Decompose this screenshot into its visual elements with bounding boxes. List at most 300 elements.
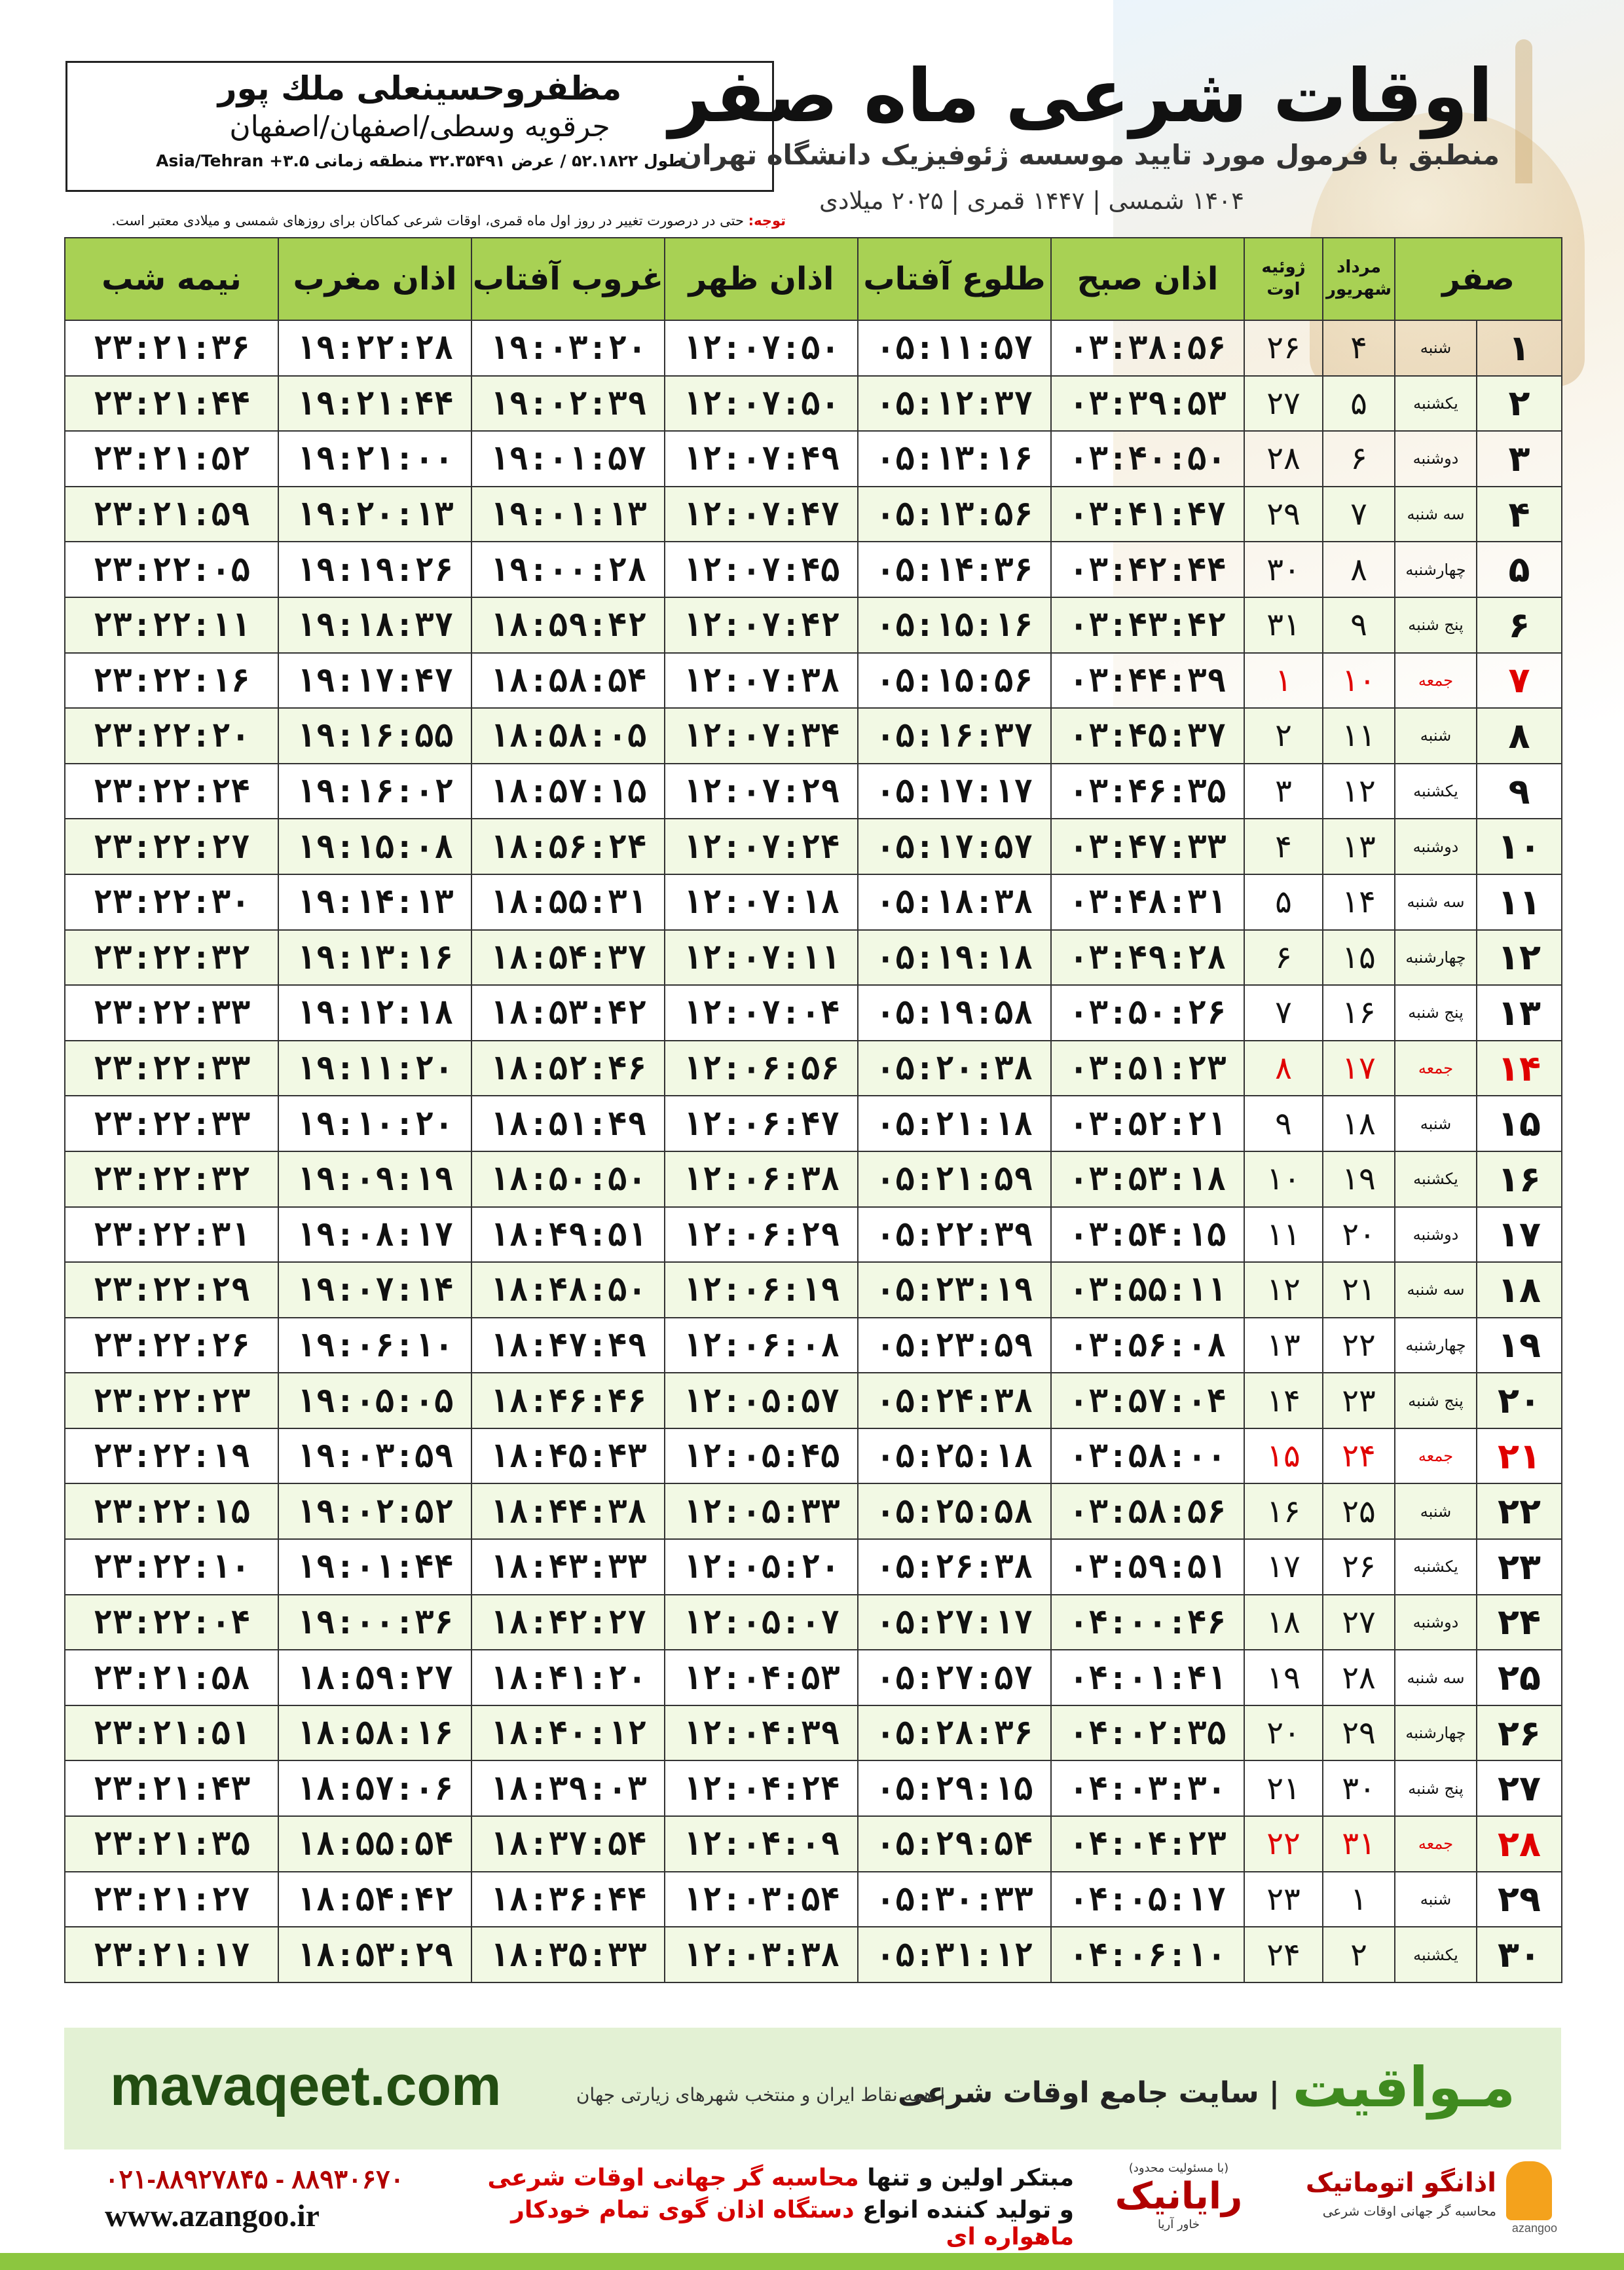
table-row — [65, 1816, 1562, 1872]
miladi-day: ۲۸ — [1244, 431, 1323, 487]
shamsi-day: ۲۱ — [1323, 1262, 1395, 1318]
weekday: چهارشنبه — [1395, 1318, 1477, 1373]
footer-phones: ۰۲۱-۸۸۹۲۷۸۴۵ - ۸۸۹۳۰۶۷۰ — [105, 2165, 405, 2194]
maghrib-time: ۱۹:۱۳:۱۶ — [278, 930, 471, 986]
miladi-day: ۲۲ — [1244, 1816, 1323, 1872]
sunrise-time: ۰۵:۱۹:۱۸ — [858, 930, 1051, 986]
header-sunset: غروب آفتاب — [471, 238, 665, 320]
sunset-time: ۱۸:۳۷:۵۴ — [471, 1816, 665, 1872]
hijri-day: ۲۳ — [1477, 1539, 1562, 1595]
weekday: شنبه — [1395, 1483, 1477, 1539]
hijri-day: ۱۸ — [1477, 1262, 1562, 1318]
shamsi-day: ۱۶ — [1323, 985, 1395, 1041]
miladi-day: ۸ — [1244, 1041, 1323, 1096]
sunrise-time: ۰۵:۲۹:۱۵ — [858, 1760, 1051, 1816]
sunset-time: ۱۸:۴۶:۴۶ — [471, 1373, 665, 1428]
sunrise-time: ۰۵:۲۸:۳۶ — [858, 1705, 1051, 1761]
maghrib-time: ۱۹:۱۶:۰۲ — [278, 764, 471, 819]
shamsi-day: ۲۸ — [1323, 1650, 1395, 1705]
maghrib-time: ۱۸:۵۸:۱۶ — [278, 1705, 471, 1761]
maghrib-time: ۱۹:۰۹:۱۹ — [278, 1151, 471, 1207]
table-row — [65, 1373, 1562, 1428]
shamsi-day: ۲۴ — [1323, 1428, 1395, 1484]
banner-tagline: | سایت جامع اوقات شرعی — [898, 2076, 1280, 2110]
weekday: چهارشنبه — [1395, 1705, 1477, 1761]
coordinates: طول ۵۲.۱۸۲۲ / عرض ۳۲.۳۵۴۹۱ منطقه زمانی Asia/Tehran +۳.۵ — [156, 151, 684, 170]
maghrib-time: ۱۹:۰۱:۴۴ — [278, 1539, 471, 1595]
table-row — [65, 930, 1562, 986]
shamsi-day: ۲۶ — [1323, 1539, 1395, 1595]
table-row — [65, 1650, 1562, 1705]
address-box — [65, 61, 774, 192]
sunrise-time: ۰۵:۱۵:۵۶ — [858, 653, 1051, 709]
shamsi-day: ۲۳ — [1323, 1373, 1395, 1428]
midnight-time: ۲۳:۲۱:۲۷ — [65, 1872, 278, 1927]
maghrib-time: ۱۹:۰۲:۵۲ — [278, 1483, 471, 1539]
sunrise-time: ۰۵:۲۳:۱۹ — [858, 1262, 1051, 1318]
fajr-time: ۰۳:۵۰:۲۶ — [1051, 985, 1244, 1041]
miladi-day: ۲۹ — [1244, 487, 1323, 542]
sunrise-time: ۰۵:۱۷:۱۷ — [858, 764, 1051, 819]
table-row — [65, 1041, 1562, 1096]
table-row — [65, 708, 1562, 764]
sunset-time: ۱۸:۴۸:۵۰ — [471, 1262, 665, 1318]
sunrise-time: ۰۵:۳۱:۱۲ — [858, 1927, 1051, 1982]
table-row — [65, 764, 1562, 819]
fajr-time: ۰۳:۳۸:۵۶ — [1051, 320, 1244, 376]
dhuhr-time: ۱۲:۰۴:۵۳ — [665, 1650, 858, 1705]
midnight-time: ۲۳:۲۱:۳۵ — [65, 1816, 278, 1872]
midnight-time: ۲۳:۲۲:۳۰ — [65, 874, 278, 930]
hijri-day: ۱۱ — [1477, 874, 1562, 930]
miladi-day: ۲۶ — [1244, 320, 1323, 376]
sunset-time: ۱۸:۵۵:۳۱ — [471, 874, 665, 930]
fajr-time: ۰۳:۵۸:۵۶ — [1051, 1483, 1244, 1539]
banner-url[interactable]: mavaqeet.com — [110, 2055, 502, 2117]
fajr-time: ۰۳:۴۲:۴۴ — [1051, 542, 1244, 597]
midnight-time: ۲۳:۲۲:۲۶ — [65, 1318, 278, 1373]
footer-line-2 — [485, 2197, 1074, 2250]
fajr-time: ۰۳:۴۳:۴۲ — [1051, 597, 1244, 653]
miladi-day: ۱ — [1244, 653, 1323, 709]
fajr-time: ۰۳:۵۸:۰۰ — [1051, 1428, 1244, 1484]
table-row — [65, 1760, 1562, 1816]
miladi-day: ۳۰ — [1244, 542, 1323, 597]
table-row — [65, 1151, 1562, 1207]
azangoo-sub: محاسبه گر جهانی اوقات شرعی — [1322, 2203, 1496, 2219]
table-row — [65, 819, 1562, 874]
owner-name: مظفروحسینعلی ملك پور — [217, 69, 622, 107]
sunrise-time: ۰۵:۲۵:۱۸ — [858, 1428, 1051, 1484]
sunrise-time: ۰۵:۳۰:۳۳ — [858, 1872, 1051, 1927]
dhuhr-time: ۱۲:۰۷:۱۸ — [665, 874, 858, 930]
banner-brand: مـواقیت — [1292, 2055, 1515, 2119]
dhuhr-time: ۱۲:۰۷:۲۴ — [665, 819, 858, 874]
footer-website[interactable]: www.azangoo.ir — [105, 2199, 320, 2233]
hijri-day: ۷ — [1477, 653, 1562, 709]
dhuhr-time: ۱۲:۰۷:۵۰ — [665, 320, 858, 376]
table-row — [65, 1927, 1562, 1982]
maghrib-time: ۱۹:۱۹:۲۶ — [278, 542, 471, 597]
note-label: توجه: — [748, 213, 786, 229]
sunset-time: ۱۸:۵۸:۰۵ — [471, 708, 665, 764]
weekday: جمعه — [1395, 1428, 1477, 1484]
weekday: دوشنبه — [1395, 431, 1477, 487]
sunset-time: ۱۹:۰۱:۵۷ — [471, 431, 665, 487]
maghrib-time: ۱۸:۵۴:۴۲ — [278, 1872, 471, 1927]
midnight-time: ۲۳:۲۱:۱۷ — [65, 1927, 278, 1982]
hijri-day: ۱۵ — [1477, 1096, 1562, 1151]
fajr-time: ۰۳:۳۹:۵۳ — [1051, 376, 1244, 432]
page-subtitle: منطبق با فرمول مورد تایید موسسه ژئوفیزیک دانشگاه تهران — [678, 139, 1500, 171]
fajr-time: ۰۳:۴۶:۳۵ — [1051, 764, 1244, 819]
weekday: شنبه — [1395, 320, 1477, 376]
sunrise-time: ۰۵:۱۷:۵۷ — [858, 819, 1051, 874]
midnight-time: ۲۳:۲۲:۳۳ — [65, 985, 278, 1041]
miladi-day: ۲ — [1244, 708, 1323, 764]
hijri-day: ۱۲ — [1477, 930, 1562, 986]
midnight-time: ۲۳:۲۱:۵۸ — [65, 1650, 278, 1705]
table-row — [65, 985, 1562, 1041]
sunset-time: ۱۸:۵۰:۵۰ — [471, 1151, 665, 1207]
shamsi-day: ۱۸ — [1323, 1096, 1395, 1151]
midnight-time: ۲۳:۲۲:۳۱ — [65, 1207, 278, 1263]
fajr-time: ۰۳:۵۶:۰۸ — [1051, 1318, 1244, 1373]
weekday: سه شنبه — [1395, 874, 1477, 930]
table-row — [65, 1483, 1562, 1539]
dhuhr-time: ۱۲:۰۵:۴۵ — [665, 1428, 858, 1484]
dhuhr-time: ۱۲:۰۷:۴۵ — [665, 542, 858, 597]
maghrib-time: ۱۹:۱۰:۲۰ — [278, 1096, 471, 1151]
shamsi-day: ۱۱ — [1323, 708, 1395, 764]
fajr-time: ۰۳:۴۴:۳۹ — [1051, 653, 1244, 709]
sunrise-time: ۰۵:۲۷:۱۷ — [858, 1595, 1051, 1650]
maghrib-time: ۱۹:۱۴:۱۳ — [278, 874, 471, 930]
sunrise-time: ۰۵:۲۶:۳۸ — [858, 1539, 1051, 1595]
midnight-time: ۲۳:۲۲:۳۳ — [65, 1041, 278, 1096]
shamsi-day: ۶ — [1323, 431, 1395, 487]
rayanik-small: (با مسئولیت محدود) — [1128, 2161, 1229, 2175]
sunset-time: ۱۸:۵۲:۴۶ — [471, 1041, 665, 1096]
sunset-time: ۱۸:۴۲:۲۷ — [471, 1595, 665, 1650]
sunset-time: ۱۸:۵۳:۴۲ — [471, 985, 665, 1041]
midnight-time: ۲۳:۲۱:۴۴ — [65, 376, 278, 432]
sunset-time: ۱۸:۵۸:۵۴ — [471, 653, 665, 709]
maghrib-time: ۱۸:۵۳:۲۹ — [278, 1927, 471, 1982]
shamsi-day: ۲۵ — [1323, 1483, 1395, 1539]
table-row — [65, 1096, 1562, 1151]
table-row — [65, 487, 1562, 542]
midnight-time: ۲۳:۲۲:۰۴ — [65, 1595, 278, 1650]
note-text: حتی در درصورت تغییر در روز اول ماه قمری، اوقات شرعی کماکان برای روزهای شمسی و میلادی معتبر است. — [111, 213, 748, 229]
hijri-day: ۳۰ — [1477, 1927, 1562, 1982]
sunset-time: ۱۸:۴۳:۳۳ — [471, 1539, 665, 1595]
header-dhuhr: اذان ظهر — [665, 238, 858, 320]
maghrib-time: ۱۹:۰۶:۱۰ — [278, 1318, 471, 1373]
fajr-time: ۰۴:۰۱:۴۱ — [1051, 1650, 1244, 1705]
sunset-time: ۱۸:۵۱:۴۹ — [471, 1096, 665, 1151]
sunset-time: ۱۸:۳۵:۳۳ — [471, 1927, 665, 1982]
header-shamsi: مرداد شهریور — [1323, 238, 1395, 320]
table-header — [65, 238, 1562, 320]
hijri-day: ۱۰ — [1477, 819, 1562, 874]
fajr-time: ۰۳:۴۱:۴۷ — [1051, 487, 1244, 542]
hijri-day: ۱۹ — [1477, 1318, 1562, 1373]
weekday: یکشنبه — [1395, 376, 1477, 432]
miladi-day: ۷ — [1244, 985, 1323, 1041]
hijri-day: ۹ — [1477, 764, 1562, 819]
hijri-day: ۱۳ — [1477, 985, 1562, 1041]
sunrise-time: ۰۵:۱۸:۳۸ — [858, 874, 1051, 930]
hijri-day: ۲۷ — [1477, 1760, 1562, 1816]
sunrise-time: ۰۵:۱۲:۳۷ — [858, 376, 1051, 432]
footer-line-1-text: مبتکر اولین و تنها — [858, 2165, 1074, 2191]
table-row — [65, 376, 1562, 432]
miladi-day: ۲۴ — [1244, 1927, 1323, 1982]
footer-line-1-highlight: محاسبه گر جهانی اوقات شرعی — [487, 2165, 859, 2191]
dhuhr-time: ۱۲:۰۴:۰۹ — [665, 1816, 858, 1872]
sunrise-time: ۰۵:۲۴:۳۸ — [858, 1373, 1051, 1428]
sunset-time: ۱۸:۵۴:۳۷ — [471, 930, 665, 986]
shamsi-day: ۲۹ — [1323, 1705, 1395, 1761]
shamsi-day: ۲ — [1323, 1927, 1395, 1982]
header-maghrib: اذان مغرب — [278, 238, 471, 320]
dhuhr-time: ۱۲:۰۵:۲۰ — [665, 1539, 858, 1595]
weekday: یکشنبه — [1395, 1539, 1477, 1595]
shamsi-day: ۱۳ — [1323, 819, 1395, 874]
sunset-time: ۱۹:۰۲:۳۹ — [471, 376, 665, 432]
miladi-day: ۳۱ — [1244, 597, 1323, 653]
hijri-day: ۲۹ — [1477, 1872, 1562, 1927]
shamsi-day: ۲۲ — [1323, 1318, 1395, 1373]
weekday: یکشنبه — [1395, 764, 1477, 819]
azangoo-mark-icon — [1506, 2161, 1552, 2220]
hijri-day: ۵ — [1477, 542, 1562, 597]
midnight-time: ۲۳:۲۱:۴۳ — [65, 1760, 278, 1816]
fajr-time: ۰۳:۵۱:۲۳ — [1051, 1041, 1244, 1096]
weekday: چهارشنبه — [1395, 930, 1477, 986]
sunrise-time: ۰۵:۱۳:۵۶ — [858, 487, 1051, 542]
rayanik-name: رایانیک — [1115, 2175, 1243, 2218]
sunset-time: ۱۸:۳۹:۰۳ — [471, 1760, 665, 1816]
miladi-day: ۹ — [1244, 1096, 1323, 1151]
weekday: شنبه — [1395, 708, 1477, 764]
header-sunrise: طلوع آفتاب — [858, 238, 1051, 320]
miladi-day: ۱۹ — [1244, 1650, 1323, 1705]
dhuhr-time: ۱۲:۰۷:۱۱ — [665, 930, 858, 986]
midnight-time: ۲۳:۲۱:۳۶ — [65, 320, 278, 376]
table-row — [65, 1318, 1562, 1373]
table-body — [65, 320, 1562, 1982]
dhuhr-time: ۱۲:۰۶:۱۹ — [665, 1262, 858, 1318]
maghrib-time: ۱۹:۰۰:۳۶ — [278, 1595, 471, 1650]
hijri-day: ۲۵ — [1477, 1650, 1562, 1705]
shamsi-day: ۱۴ — [1323, 874, 1395, 930]
weekday: پنج شنبه — [1395, 1760, 1477, 1816]
weekday: یکشنبه — [1395, 1927, 1477, 1982]
sunrise-time: ۰۵:۲۹:۵۴ — [858, 1816, 1051, 1872]
sunset-time: ۱۹:۰۳:۲۰ — [471, 320, 665, 376]
dhuhr-time: ۱۲:۰۶:۴۷ — [665, 1096, 858, 1151]
dhuhr-time: ۱۲:۰۷:۰۴ — [665, 985, 858, 1041]
hijri-day: ۱۴ — [1477, 1041, 1562, 1096]
miladi-day: ۶ — [1244, 930, 1323, 986]
prayer-times-table — [64, 237, 1562, 1983]
midnight-time: ۲۳:۲۲:۳۳ — [65, 1096, 278, 1151]
shamsi-day: ۹ — [1323, 597, 1395, 653]
dhuhr-time: ۱۲:۰۶:۰۸ — [665, 1318, 858, 1373]
miladi-day: ۲۰ — [1244, 1705, 1323, 1761]
sunset-time: ۱۸:۵۷:۱۵ — [471, 764, 665, 819]
table-row — [65, 542, 1562, 597]
fajr-time: ۰۳:۵۳:۱۸ — [1051, 1151, 1244, 1207]
sunset-time: ۱۸:۴۱:۲۰ — [471, 1650, 665, 1705]
weekday: شنبه — [1395, 1872, 1477, 1927]
sunrise-time: ۰۵:۲۱:۱۸ — [858, 1096, 1051, 1151]
weekday: دوشنبه — [1395, 1595, 1477, 1650]
hijri-day: ۲۱ — [1477, 1428, 1562, 1484]
azangoo-logo — [1297, 2159, 1559, 2237]
dhuhr-time: ۱۲:۰۷:۳۸ — [665, 653, 858, 709]
banner-subtagline: | همه نقاط ایران و منتخب شهرهای زیارتی جهان — [576, 2084, 946, 2106]
miladi-day: ۱۵ — [1244, 1428, 1323, 1484]
sunset-time: ۱۹:۰۱:۱۳ — [471, 487, 665, 542]
dhuhr-time: ۱۲:۰۵:۰۷ — [665, 1595, 858, 1650]
weekday: شنبه — [1395, 1096, 1477, 1151]
midnight-time: ۲۳:۲۲:۲۳ — [65, 1373, 278, 1428]
midnight-time: ۲۳:۲۲:۰۵ — [65, 542, 278, 597]
hijri-day: ۲۸ — [1477, 1816, 1562, 1872]
sunrise-time: ۰۵:۲۵:۵۸ — [858, 1483, 1051, 1539]
maghrib-time: ۱۸:۵۷:۰۶ — [278, 1760, 471, 1816]
midnight-time: ۲۳:۲۱:۵۲ — [65, 431, 278, 487]
minaret-image — [1515, 39, 1532, 183]
year-line: ۱۴۰۴ شمسی | ۱۴۴۷ قمری | ۲۰۲۵ میلادی — [819, 187, 1244, 215]
sunrise-time: ۰۵:۱۹:۵۸ — [858, 985, 1051, 1041]
bottom-bar — [0, 2253, 1624, 2270]
fajr-time: ۰۳:۴۹:۲۸ — [1051, 930, 1244, 986]
sunset-time: ۱۸:۴۹:۵۱ — [471, 1207, 665, 1263]
hijri-day: ۸ — [1477, 708, 1562, 764]
midnight-time: ۲۳:۲۲:۱۱ — [65, 597, 278, 653]
footer-line-1 — [485, 2165, 1074, 2191]
dhuhr-time: ۱۲:۰۷:۴۹ — [665, 431, 858, 487]
maghrib-time: ۱۹:۲۰:۱۳ — [278, 487, 471, 542]
miladi-day: ۴ — [1244, 819, 1323, 874]
weekday: جمعه — [1395, 653, 1477, 709]
hijri-day: ۲۲ — [1477, 1483, 1562, 1539]
dhuhr-time: ۱۲:۰۷:۴۷ — [665, 487, 858, 542]
sunset-time: ۱۸:۴۷:۴۹ — [471, 1318, 665, 1373]
shamsi-day: ۱۰ — [1323, 653, 1395, 709]
sunrise-time: ۰۵:۲۳:۵۹ — [858, 1318, 1051, 1373]
weekday: پنج شنبه — [1395, 1373, 1477, 1428]
midnight-time: ۲۳:۲۲:۲۴ — [65, 764, 278, 819]
fajr-time: ۰۳:۴۰:۵۰ — [1051, 431, 1244, 487]
fajr-time: ۰۳:۴۷:۳۳ — [1051, 819, 1244, 874]
midnight-time: ۲۳:۲۲:۱۵ — [65, 1483, 278, 1539]
midnight-time: ۲۳:۲۲:۱۰ — [65, 1539, 278, 1595]
sunrise-time: ۰۵:۲۰:۳۸ — [858, 1041, 1051, 1096]
miladi-day: ۱۷ — [1244, 1539, 1323, 1595]
shamsi-day: ۱ — [1323, 1872, 1395, 1927]
weekday: چهارشنبه — [1395, 542, 1477, 597]
dhuhr-time: ۱۲:۰۴:۳۹ — [665, 1705, 858, 1761]
hijri-day: ۲۰ — [1477, 1373, 1562, 1428]
sunset-time: ۱۸:۵۹:۴۲ — [471, 597, 665, 653]
shamsi-day: ۳۰ — [1323, 1760, 1395, 1816]
dhuhr-time: ۱۲:۰۳:۵۴ — [665, 1872, 858, 1927]
note — [65, 213, 786, 229]
maghrib-time: ۱۹:۰۵:۰۵ — [278, 1373, 471, 1428]
location-name: جرقویه وسطی/اصفهان/اصفهان — [229, 110, 610, 143]
midnight-time: ۲۳:۲۲:۳۲ — [65, 930, 278, 986]
sunset-time: ۱۸:۳۶:۴۴ — [471, 1872, 665, 1927]
miladi-day: ۲۷ — [1244, 376, 1323, 432]
shamsi-day: ۷ — [1323, 487, 1395, 542]
shamsi-day: ۱۹ — [1323, 1151, 1395, 1207]
page-title: اوقات شرعی ماه صفر — [669, 54, 1493, 139]
shamsi-day: ۱۲ — [1323, 764, 1395, 819]
sunrise-time: ۰۵:۱۱:۵۷ — [858, 320, 1051, 376]
rayanik-logo — [1113, 2161, 1244, 2233]
miladi-day: ۳ — [1244, 764, 1323, 819]
fajr-time: ۰۴:۰۶:۱۰ — [1051, 1927, 1244, 1982]
table-row — [65, 1428, 1562, 1484]
hijri-day: ۲۶ — [1477, 1705, 1562, 1761]
azangoo-name: اذانگو اتوماتیک — [1305, 2168, 1496, 2198]
shamsi-day: ۴ — [1323, 320, 1395, 376]
rayanik-sub: خاور آریا — [1158, 2218, 1200, 2231]
midnight-time: ۲۳:۲۲:۲۷ — [65, 819, 278, 874]
hijri-day: ۲ — [1477, 376, 1562, 432]
footer-line-2-highlight: دستگاه اذان گوی تمام خودکار ماهواره ای — [511, 2197, 1074, 2250]
hijri-day: ۱ — [1477, 320, 1562, 376]
midnight-time: ۲۳:۲۲:۱۹ — [65, 1428, 278, 1484]
sunrise-time: ۰۵:۱۶:۳۷ — [858, 708, 1051, 764]
shamsi-day: ۱۵ — [1323, 930, 1395, 986]
shamsi-day: ۲۷ — [1323, 1595, 1395, 1650]
maghrib-time: ۱۹:۲۱:۴۴ — [278, 376, 471, 432]
header-fajr: اذان صبح — [1051, 238, 1244, 320]
dhuhr-time: ۱۲:۰۳:۳۸ — [665, 1927, 858, 1982]
miladi-day: ۱۶ — [1244, 1483, 1323, 1539]
maghrib-time: ۱۹:۱۷:۴۷ — [278, 653, 471, 709]
sunrise-time: ۰۵:۱۳:۱۶ — [858, 431, 1051, 487]
miladi-day: ۲۳ — [1244, 1872, 1323, 1927]
midnight-time: ۲۳:۲۲:۱۶ — [65, 653, 278, 709]
sunset-time: ۱۹:۰۰:۲۸ — [471, 542, 665, 597]
table-row — [65, 1705, 1562, 1761]
maghrib-time: ۱۹:۱۲:۱۸ — [278, 985, 471, 1041]
sunrise-time: ۰۵:۲۱:۵۹ — [858, 1151, 1051, 1207]
table-row — [65, 431, 1562, 487]
maghrib-time: ۱۹:۱۸:۳۷ — [278, 597, 471, 653]
miladi-day: ۱۸ — [1244, 1595, 1323, 1650]
weekday: سه شنبه — [1395, 1650, 1477, 1705]
table-row — [65, 874, 1562, 930]
sunrise-time: ۰۵:۱۵:۱۶ — [858, 597, 1051, 653]
dhuhr-time: ۱۲:۰۶:۳۸ — [665, 1151, 858, 1207]
table-row — [65, 653, 1562, 709]
hijri-day: ۴ — [1477, 487, 1562, 542]
sunset-time: ۱۸:۴۴:۳۸ — [471, 1483, 665, 1539]
midnight-time: ۲۳:۲۲:۲۰ — [65, 708, 278, 764]
fajr-time: ۰۳:۴۸:۳۱ — [1051, 874, 1244, 930]
midnight-time: ۲۳:۲۲:۳۲ — [65, 1151, 278, 1207]
fajr-time: ۰۳:۵۵:۱۱ — [1051, 1262, 1244, 1318]
fajr-time: ۰۳:۵۴:۱۵ — [1051, 1207, 1244, 1263]
